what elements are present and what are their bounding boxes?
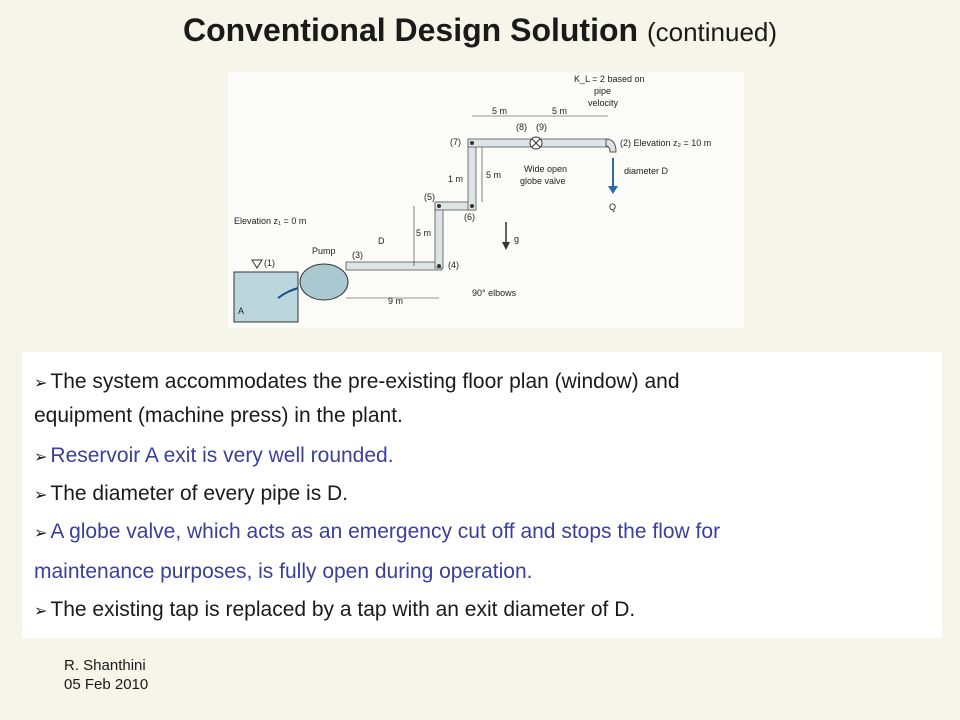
- footer-author: R. Shanthini: [64, 657, 146, 674]
- pump-label: Pump: [312, 246, 336, 256]
- point-1-label: (1): [264, 258, 275, 268]
- slide-title-main: Conventional Design Solution: [182, 12, 639, 48]
- valve-label-2: globe valve: [520, 176, 566, 186]
- point-6-label: (6): [464, 212, 475, 222]
- bullet-text: maintenance purposes, is fully open during operation.: [34, 560, 533, 583]
- reservoir-a-label: A: [238, 306, 245, 316]
- dim-5m-d: 5 m: [416, 228, 432, 238]
- bullet-item: [34, 518, 720, 548]
- bullet-continuation: [34, 558, 532, 586]
- kl-label-3: velocity: [588, 98, 619, 108]
- point-5-label: (5): [424, 192, 435, 202]
- point-8-label: (8): [516, 122, 527, 132]
- slide-title: [0, 12, 960, 49]
- tap-icon: [606, 139, 616, 152]
- bullet-arrow-icon: ➢: [34, 525, 48, 542]
- bullet-text: Reservoir A exit is very well rounded.: [50, 444, 394, 467]
- bullet-item: [34, 480, 348, 510]
- elbows-label: 90° elbows: [472, 288, 517, 298]
- bullet-arrow-icon: ➢: [34, 449, 48, 466]
- pipe-vertical-upper: [468, 140, 476, 210]
- bullet-text: equipment (machine press) in the plant.: [34, 404, 403, 427]
- dim-1m: 1 m: [448, 174, 464, 184]
- point-4-label: (4): [448, 260, 459, 270]
- footer: [64, 656, 148, 694]
- gravity-arrowhead-icon: [502, 242, 510, 250]
- elbow-5-icon: [437, 204, 441, 208]
- bullet-item: [34, 596, 635, 626]
- kl-label-2: pipe: [594, 86, 612, 96]
- footer-date: 05 Feb 2010: [64, 676, 149, 693]
- bullet-arrow-icon: ➢: [34, 603, 48, 620]
- valve-label-1: Wide open: [524, 164, 568, 174]
- bullet-text: The existing tap is replaced by a tap with an exit diameter of D.: [50, 598, 636, 621]
- pipe-horizontal-lower: [346, 262, 442, 270]
- dim-9m: 9 m: [388, 296, 404, 306]
- elbow-7-icon: [470, 141, 474, 145]
- bullet-item: [34, 368, 680, 398]
- bullet-list: [22, 352, 942, 638]
- bullet-arrow-icon: ➢: [34, 375, 48, 392]
- pipe-vertical-lower: [435, 202, 443, 268]
- q-label: Q: [609, 202, 617, 212]
- dim-5m-b: 5 m: [552, 106, 568, 116]
- bullet-text: The diameter of every pipe is D.: [50, 482, 349, 505]
- gravity-label: g: [514, 234, 520, 244]
- kl-label-1: K_L = 2 based on: [574, 74, 645, 84]
- bullet-arrow-icon: ➢: [34, 487, 48, 504]
- d-label: D: [378, 236, 385, 246]
- pump-body: [300, 264, 348, 300]
- q-arrowhead-icon: [608, 186, 618, 194]
- dim-5m-a: 5 m: [492, 106, 508, 116]
- point-2-elevation-label: (2) Elevation z₂ = 10 m: [620, 138, 712, 148]
- bullet-text: A globe valve, which acts as an emergency cut off and stops the flow for: [50, 520, 721, 543]
- piping-system-diagram: [228, 72, 744, 328]
- diameter-label: diameter D: [624, 166, 669, 176]
- point-3-label: (3): [352, 250, 363, 260]
- elbow-4-icon: [437, 264, 441, 268]
- bullet-item: [34, 442, 394, 472]
- bullet-text: The system accommodates the pre-existing floor plan (window) and: [50, 370, 680, 393]
- slide-title-suffix: (continued): [646, 17, 778, 47]
- water-level-marker-icon: [252, 260, 262, 268]
- elevation-1-label: Elevation z₁ = 0 m: [234, 216, 307, 226]
- point-9-label: (9): [536, 122, 547, 132]
- dim-5m-c: 5 m: [486, 170, 502, 180]
- bullet-continuation: [34, 402, 403, 430]
- elbow-6-icon: [470, 204, 474, 208]
- point-7-label: (7): [450, 137, 461, 147]
